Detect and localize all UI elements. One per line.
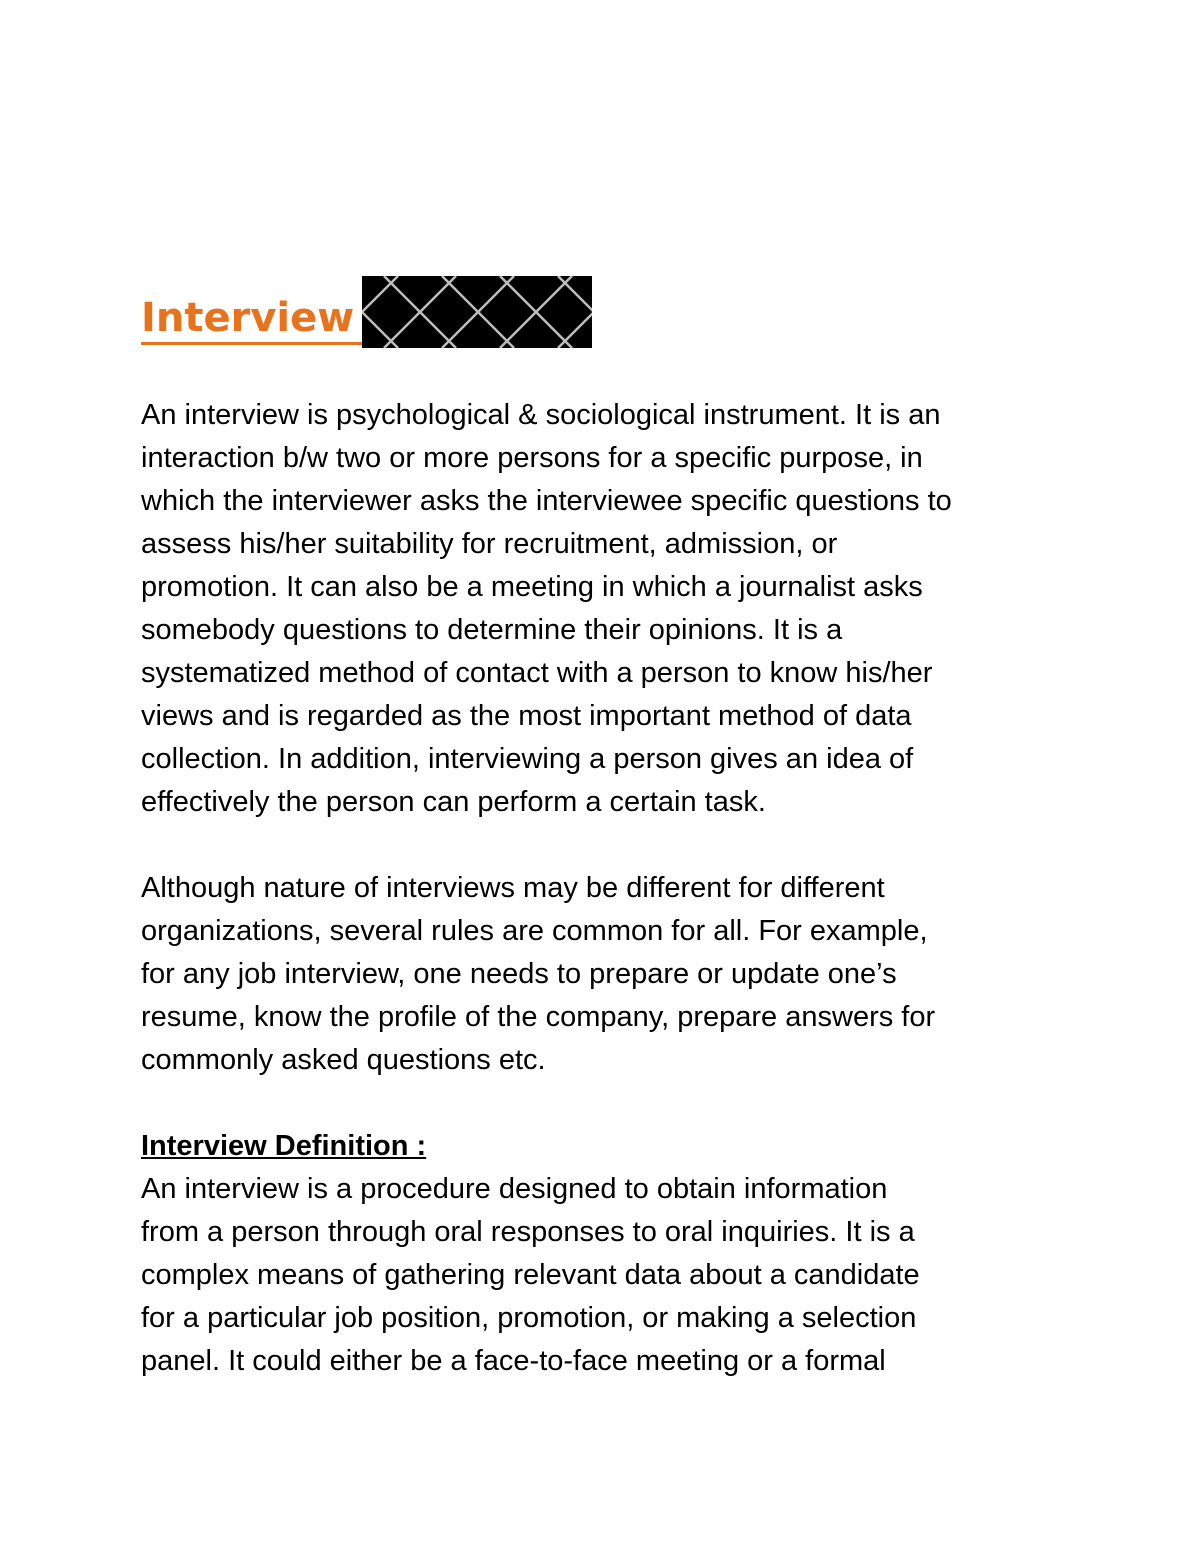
text-line: An interview is psychological & sociological instrument. It is an	[141, 399, 941, 431]
paragraph-definition	[141, 1168, 1071, 1383]
text-line: promotion. It can also be a meeting in which a journalist asks	[141, 571, 923, 603]
paragraph-spacer	[141, 824, 1071, 867]
text-line: from a person through oral responses to oral inquiries. It is a	[141, 1216, 915, 1248]
text-line: Although nature of interviews may be different for different	[141, 872, 885, 904]
text-line: An interview is a procedure designed to obtain information	[141, 1173, 888, 1205]
redaction-block	[362, 276, 592, 348]
text-line: resume, know the profile of the company, prepare answers for	[141, 1001, 936, 1033]
document-title: Interview	[141, 294, 362, 345]
paragraph-rules	[141, 867, 1071, 1082]
crosshatch-pattern-icon	[362, 276, 592, 348]
text-line: complex means of gathering relevant data about a candidate	[141, 1259, 920, 1291]
document-content	[141, 274, 1071, 1383]
text-line: views and is regarded as the most important method of data	[141, 700, 912, 732]
text-line: interaction b/w two or more persons for a specific purpose, in	[141, 442, 923, 474]
paragraph-spacer	[141, 1082, 1071, 1125]
text-line: somebody questions to determine their opinions. It is a	[141, 614, 843, 646]
text-line: for a particular job position, promotion, or making a selection	[141, 1302, 917, 1334]
title-row	[141, 274, 1071, 348]
text-line: assess his/her suitability for recruitment, admission, or	[141, 528, 838, 560]
text-line: systematized method of contact with a person to know his/her	[141, 657, 933, 689]
text-line: panel. It could either be a face-to-face meeting or a formal	[141, 1345, 886, 1377]
text-line: which the interviewer asks the interviewee specific questions to	[141, 485, 952, 517]
text-line: effectively the person can perform a certain task.	[141, 786, 766, 818]
text-line: collection. In addition, interviewing a person gives an idea of	[141, 743, 914, 775]
paragraph-intro	[141, 394, 1071, 824]
text-line: organizations, several rules are common for all. For example,	[141, 915, 928, 947]
text-line: for any job interview, one needs to prepare or update one’s	[141, 958, 897, 990]
text-line: commonly asked questions etc.	[141, 1044, 546, 1076]
section-heading: Interview Definition :	[141, 1130, 427, 1162]
